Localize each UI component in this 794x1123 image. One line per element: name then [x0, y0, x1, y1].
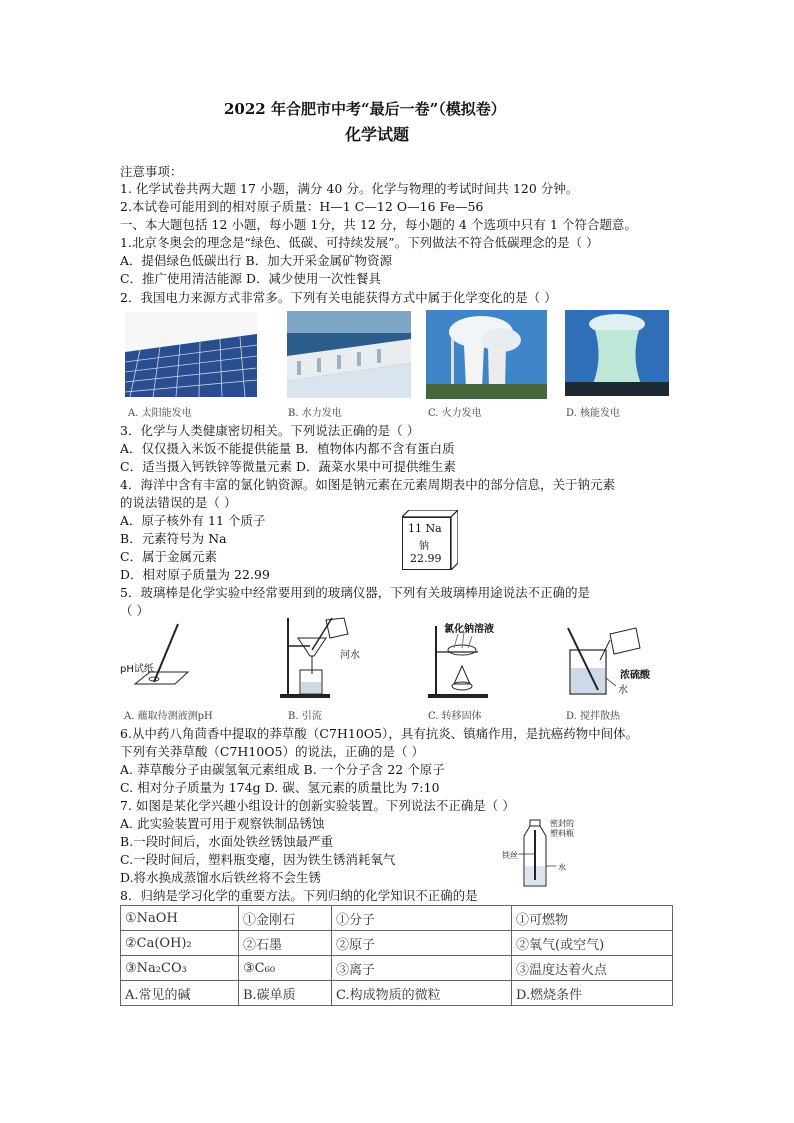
- table-cell: ①金刚石: [239, 906, 332, 931]
- table-cell: ②原子: [332, 931, 512, 956]
- q1-options: A．提倡绿色低碳出行 B．加大开采金属矿物资源: [120, 253, 393, 268]
- q5-caption-a: A. 蘸取待测液测pH: [124, 711, 213, 722]
- table-cell: D.燃烧条件: [512, 981, 673, 1006]
- q4-stem: 4．海洋中含有丰富的氯化钠资源。如图是钠元素在元素周期表中的部分信息，关于钠元素: [120, 477, 616, 492]
- wire-label: 铁丝: [502, 851, 518, 860]
- q4-option: A．原子核外有 11 个质子: [120, 513, 266, 528]
- q6-stem: 下列有关莽草酸（C7H10O5）的说法，正确的是（ ）: [120, 744, 425, 759]
- q4-stem: 的说法错误的是（ ）: [120, 495, 237, 510]
- bottle-label: 密封的: [550, 819, 574, 828]
- notes-heading: 注意事项：: [120, 164, 183, 179]
- table-cell: ③C₆₀: [239, 956, 332, 981]
- bottle-label-2: 塑料瓶: [550, 829, 574, 838]
- ph-paper-label: pH试纸: [120, 664, 154, 675]
- table-cell: ①NaOH: [121, 906, 239, 931]
- table-cell: ③温度达着火点: [512, 956, 673, 981]
- table-cell: ②Ca(OH)₂: [121, 931, 239, 956]
- q1-options: C．推广使用清洁能源 D．减少使用一次性餐具: [120, 271, 381, 286]
- dilution-diagram: [562, 624, 662, 700]
- q6-stem: 6.从中药八角茴香中提取的莽草酸（C7H10O5），具有抗炎、镇痛作用，是抗癌药物中间体。: [120, 726, 639, 741]
- q4-option: D．相对原子质量为 22.99: [120, 567, 270, 582]
- q2-caption-d: D. 核能发电: [566, 408, 621, 419]
- table-row: [121, 906, 673, 931]
- q6-options: C. 相对分子质量为 174g D. 碳、氢元素的质量比为 7:10: [120, 780, 440, 795]
- q8-summary-table: [120, 905, 673, 1006]
- section-intro: 一、本大题包括 12 小题，每小题 1分，共 12 分，每小题的 4 个选项中只有 1 个符合题意。: [120, 217, 637, 232]
- q3-stem: 3．化学与人类健康密切相关。下列说法正确的是（ ）: [120, 423, 420, 438]
- nacl-solution-label: 氯化钠溶液: [444, 624, 494, 635]
- table-cell: C.构成物质的微粒: [332, 981, 512, 1006]
- q7-option: A. 此实验装置可用于观察铁制品锈蚀: [120, 816, 325, 831]
- table-row: [121, 931, 673, 956]
- table-cell: B.碳单质: [239, 981, 332, 1006]
- table-cell: A.常见的碱: [121, 981, 239, 1006]
- q7-option: C.一段时间后，塑料瓶变瘪，因为铁生锈消耗氧气: [120, 852, 396, 867]
- hydropower-photo: [287, 311, 411, 398]
- filtration-diagram: [280, 616, 370, 700]
- q5-stem: （ ）: [120, 603, 150, 618]
- table-cell: ③离子: [332, 956, 512, 981]
- q7-option: B.一段时间后，水面处铁丝锈蚀最严重: [120, 834, 334, 849]
- table-cell: ②石墨: [239, 931, 332, 956]
- table-cell: ③Na₂CO₃: [121, 956, 239, 981]
- table-row: [121, 956, 673, 981]
- water-label: 水: [618, 685, 628, 696]
- q1-stem: 1.北京冬奥会的理念是“绿色、低碳、可持续发展”。下列做法不符合低碳理念的是（ ）: [120, 235, 599, 250]
- q8-stem: 8．归纳是学习化学的重要方法。下列归纳的化学知识不正确的是: [120, 888, 478, 903]
- q4-option: B．元素符号为 Na: [120, 531, 227, 546]
- q2-caption-c: C. 火力发电: [428, 408, 482, 419]
- solar-panel-photo: [125, 312, 257, 397]
- table-cell: ①可燃物: [512, 906, 673, 931]
- q5-caption-d: D. 搅拌散热: [566, 711, 621, 722]
- bottle-water-label: 水: [558, 863, 566, 872]
- element-name: 钠: [419, 541, 429, 552]
- element-mass: 22.99: [410, 552, 442, 565]
- q5-caption-b: B. 引流: [288, 711, 322, 722]
- q2-caption-a: A. 太阳能发电: [128, 408, 192, 419]
- rust-bottle-diagram: [500, 818, 580, 890]
- q2-caption-b: B. 水力发电: [288, 408, 342, 419]
- table-row: [121, 981, 673, 1006]
- q7-stem: 7. 如图是某化学兴趣小组设计的创新实验装置。下列说法不正确是（ ）: [120, 798, 515, 813]
- conc-acid-label: 浓硫酸: [620, 670, 650, 681]
- q4-option: C．属于金属元素: [120, 549, 218, 564]
- note-item: 1. 化学试卷共两大题 17 小题，满分 40 分。化学与物理的考试时间共 120 分钟。: [120, 181, 579, 196]
- q5-caption-c: C. 转移固体: [428, 711, 482, 722]
- element-number-symbol: 11 Na: [408, 522, 442, 535]
- q2-stem: 2．我国电力来源方式非常多。下列有关电能获得方式中属于化学变化的是（ ）: [120, 290, 557, 305]
- exam-title: 2022 年合肥市中考“最后一卷”（模拟卷）: [224, 100, 506, 118]
- exam-subtitle: 化学试题: [345, 125, 410, 144]
- nuclear-power-photo: [565, 310, 669, 396]
- table-cell: ①分子: [332, 906, 512, 931]
- q3-options: C．适当摄入钙铁锌等微量元素 D．蔬菜水果中可提供维生素: [120, 459, 456, 474]
- q6-options: A. 莽草酸分子由碳氢氧元素组成 B. 一个分子含 22 个原子: [120, 762, 445, 777]
- river-water-label: 河水: [340, 650, 360, 661]
- thermal-power-photo: [426, 310, 547, 399]
- evaporation-diagram: [428, 618, 508, 700]
- q5-stem: 5．玻璃棒是化学实验中经常要用到的玻璃仪器，下列有关玻璃棒用途说法不正确的是: [120, 585, 591, 600]
- ph-test-diagram: [120, 622, 200, 700]
- q7-option: D.将水换成蒸馏水后铁丝将不会生锈: [120, 870, 321, 885]
- sodium-element-card: [402, 510, 458, 570]
- table-cell: ②氧气(或空气): [512, 931, 673, 956]
- note-item: 2.本试卷可能用到的相对原子质量：H—1 C—12 O—16 Fe—56: [120, 199, 484, 214]
- q3-options: A．仅仅摄入米饭不能提供能量 B．植物体内都不含有蛋白质: [120, 441, 455, 456]
